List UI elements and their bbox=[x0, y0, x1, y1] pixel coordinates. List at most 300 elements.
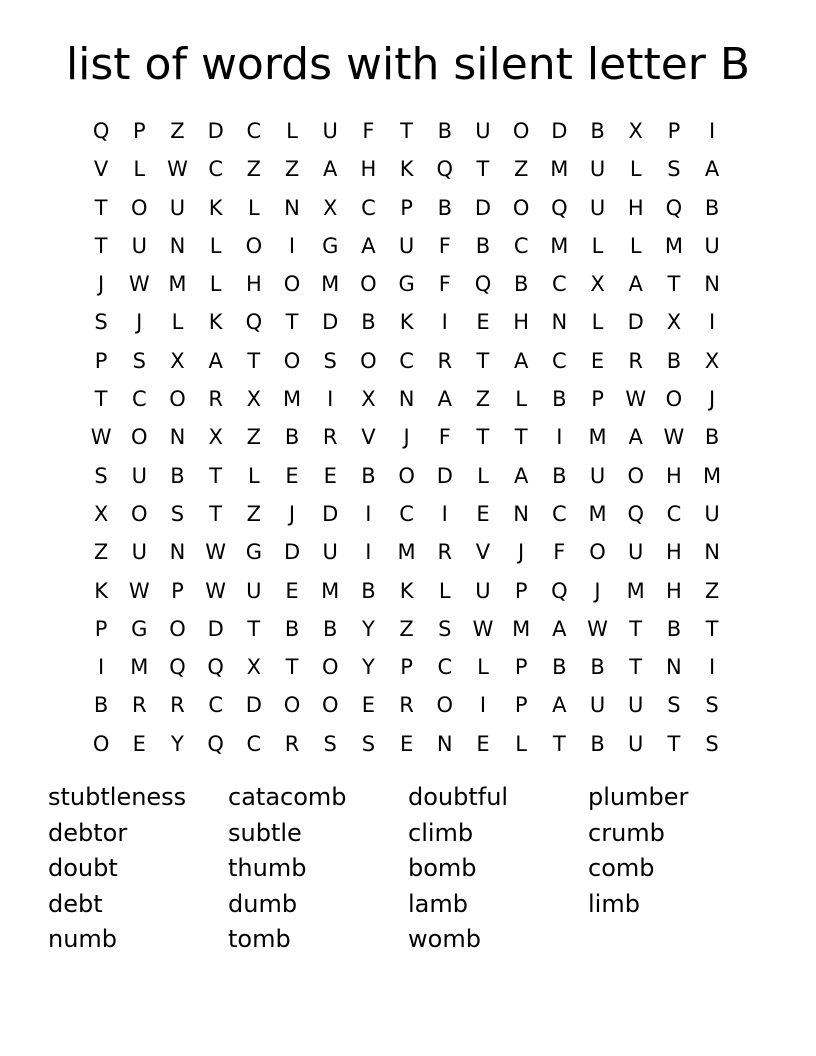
grid-letter: Z bbox=[513, 157, 529, 182]
grid-letter: I bbox=[441, 501, 448, 526]
grid-letter: Q bbox=[169, 655, 186, 680]
grid-letter: O bbox=[131, 501, 148, 526]
grid-letter: S bbox=[438, 616, 452, 641]
grid-letter: O bbox=[398, 463, 415, 488]
grid-letter: C bbox=[361, 195, 376, 220]
grid-letter: B bbox=[590, 119, 605, 143]
grid-letter: L bbox=[477, 463, 489, 488]
grid-letter: O bbox=[360, 348, 377, 373]
grid-letter: X bbox=[93, 501, 109, 526]
grid-letter: W bbox=[205, 578, 227, 603]
grid-letter: Q bbox=[551, 195, 568, 220]
grid-letter: D bbox=[474, 195, 492, 220]
grid-letter: X bbox=[704, 348, 720, 373]
grid-letter: P bbox=[171, 578, 184, 603]
word-list-item: doubtful bbox=[408, 783, 509, 811]
grid-letter: U bbox=[475, 578, 491, 603]
grid-letter: N bbox=[666, 655, 682, 680]
grid-letter: S bbox=[94, 310, 108, 335]
grid-letter: H bbox=[627, 195, 644, 220]
grid-letter: P bbox=[514, 655, 528, 680]
grid-letter: S bbox=[667, 693, 681, 718]
grid-letter: I bbox=[708, 655, 716, 680]
grid-letter: O bbox=[283, 693, 301, 718]
word-list-item: lamb bbox=[408, 889, 468, 918]
grid-letter: U bbox=[131, 463, 147, 488]
grid-letter: Q bbox=[245, 310, 263, 335]
grid-letter: W bbox=[205, 540, 227, 565]
grid-letter: S bbox=[94, 463, 108, 488]
grid-letter: B bbox=[666, 348, 682, 373]
grid-letter: E bbox=[361, 693, 376, 718]
grid-letter: J bbox=[288, 501, 296, 526]
grid-letter: B bbox=[284, 616, 300, 641]
grid-letter: U bbox=[628, 540, 644, 565]
grid-letter: B bbox=[170, 463, 185, 488]
word-list-item: stubtleness bbox=[48, 783, 187, 811]
grid-letter: O bbox=[321, 693, 339, 718]
grid-letter: O bbox=[169, 387, 186, 412]
grid-letter: U bbox=[589, 463, 606, 488]
grid-letter: W bbox=[663, 425, 685, 450]
grid-letter: H bbox=[245, 272, 262, 297]
grid-letter: X bbox=[246, 387, 262, 412]
grid-letter: O bbox=[512, 119, 530, 143]
grid-letter: H bbox=[666, 463, 682, 488]
grid-letter: V bbox=[93, 157, 109, 182]
grid-letter: A bbox=[323, 157, 338, 182]
grid-letter: T bbox=[247, 348, 261, 373]
grid-letter: E bbox=[323, 463, 337, 488]
grid-letter: P bbox=[667, 119, 681, 143]
grid-letter: M bbox=[130, 655, 149, 680]
grid-letter: R bbox=[437, 540, 453, 565]
grid-letter: X bbox=[323, 195, 338, 220]
grid-letter: X bbox=[628, 119, 643, 143]
grid-letter: A bbox=[704, 157, 720, 182]
grid-letter: P bbox=[400, 655, 413, 680]
grid-letter: T bbox=[285, 655, 299, 680]
grid-letter: S bbox=[705, 731, 719, 756]
grid-letter: B bbox=[361, 310, 376, 335]
grid-letter: Q bbox=[627, 501, 644, 526]
grid-letter: E bbox=[132, 731, 146, 756]
grid-letter: Y bbox=[361, 616, 375, 641]
grid-letter: Q bbox=[207, 731, 224, 756]
grid-letter: Z bbox=[93, 540, 109, 565]
grid-letter: K bbox=[399, 157, 414, 182]
grid-letter: D bbox=[245, 693, 262, 718]
grid-letter: B bbox=[437, 195, 452, 220]
puzzle-title: list of words with silent letter B bbox=[65, 39, 751, 90]
grid-letter: B bbox=[323, 616, 338, 641]
grid-letter: O bbox=[665, 387, 683, 412]
grid-letter: U bbox=[628, 731, 644, 756]
grid-letter: R bbox=[399, 693, 414, 718]
grid-letter: T bbox=[514, 425, 528, 450]
grid-letter: N bbox=[436, 731, 453, 756]
grid-letter: J bbox=[708, 387, 716, 412]
grid-letter: O bbox=[589, 540, 606, 565]
grid-letter: L bbox=[591, 233, 604, 258]
grid-letter: R bbox=[208, 387, 223, 412]
grid-letter: D bbox=[551, 119, 568, 143]
grid-letter: T bbox=[629, 655, 643, 680]
grid-letter: D bbox=[322, 501, 339, 526]
grid-letter: P bbox=[132, 119, 146, 143]
grid-letter: B bbox=[361, 463, 376, 488]
grid-letter: W bbox=[625, 387, 647, 412]
grid-letter: L bbox=[515, 731, 527, 756]
grid-letter: U bbox=[398, 233, 415, 258]
grid-letter: M bbox=[512, 616, 531, 641]
grid-letter: F bbox=[362, 119, 375, 143]
grid-letter: F bbox=[438, 233, 451, 258]
word-list-item: bomb bbox=[408, 854, 477, 883]
grid-letter: M bbox=[282, 387, 302, 412]
grid-letter: K bbox=[399, 578, 414, 603]
grid-letter: P bbox=[400, 195, 413, 220]
grid-letter: L bbox=[209, 272, 222, 297]
grid-letter: T bbox=[400, 119, 413, 143]
word-list-item: subtle bbox=[228, 818, 302, 847]
grid-letter: T bbox=[476, 425, 490, 450]
grid-letter: C bbox=[246, 119, 262, 143]
grid-letter: S bbox=[361, 731, 376, 756]
grid-letter: I bbox=[97, 655, 105, 680]
grid-letter: R bbox=[322, 425, 338, 450]
grid-letter: A bbox=[361, 233, 376, 258]
word-list-item: catacomb bbox=[228, 783, 347, 811]
grid-letter: A bbox=[552, 693, 567, 718]
grid-letter: A bbox=[437, 387, 452, 412]
grid-letter: T bbox=[476, 157, 490, 182]
grid-letter: U bbox=[475, 119, 491, 143]
grid-letter: T bbox=[476, 348, 490, 373]
grid-letter: J bbox=[594, 578, 601, 603]
grid-letter: K bbox=[94, 578, 108, 603]
grid-letter: D bbox=[207, 119, 224, 143]
grid-letter: O bbox=[627, 463, 644, 488]
grid-letter: B bbox=[590, 731, 605, 756]
grid-letter: D bbox=[283, 540, 301, 565]
grid-letter: B bbox=[552, 655, 567, 680]
grid-letter: S bbox=[705, 693, 719, 718]
grid-letter: P bbox=[591, 387, 604, 412]
grid-letter: M bbox=[626, 578, 645, 603]
grid-letter: U bbox=[628, 693, 644, 718]
grid-letter: O bbox=[512, 195, 530, 220]
grid-letter: L bbox=[209, 233, 222, 258]
grid-letter: B bbox=[704, 425, 720, 450]
word-list bbox=[48, 780, 768, 958]
grid-letter: W bbox=[128, 578, 150, 603]
grid-letter: M bbox=[588, 425, 607, 450]
grid-letter: M bbox=[703, 463, 722, 488]
grid-letter: E bbox=[476, 501, 490, 526]
grid-letter: S bbox=[323, 348, 337, 373]
grid-letter: X bbox=[590, 272, 605, 297]
grid-letter: A bbox=[628, 425, 643, 450]
grid-letter: X bbox=[666, 310, 682, 335]
grid-letter: E bbox=[285, 578, 299, 603]
grid-letter: A bbox=[628, 272, 643, 297]
grid-letter: A bbox=[552, 616, 567, 641]
grid-letter: I bbox=[708, 119, 716, 143]
grid-letter: O bbox=[131, 195, 148, 220]
grid-letter: O bbox=[283, 348, 301, 373]
word-list-item: comb bbox=[588, 854, 655, 883]
grid-letter: E bbox=[285, 463, 299, 488]
grid-letter: V bbox=[361, 425, 376, 450]
grid-letter: P bbox=[94, 616, 108, 641]
grid-letter: I bbox=[441, 310, 448, 335]
grid-letter: N bbox=[398, 387, 415, 412]
grid-letter: X bbox=[361, 387, 376, 412]
grid-letter: L bbox=[247, 195, 260, 220]
grid-letter: C bbox=[399, 348, 414, 373]
grid-letter: E bbox=[590, 348, 605, 373]
grid-letter: H bbox=[666, 578, 682, 603]
grid-letter: L bbox=[133, 157, 146, 182]
grid-letter: N bbox=[513, 501, 530, 526]
grid-letter: R bbox=[170, 693, 185, 718]
grid-letter: W bbox=[128, 272, 150, 297]
grid-letter: J bbox=[518, 540, 525, 565]
grid-letter: O bbox=[321, 655, 339, 680]
word-list-item: debtor bbox=[48, 818, 128, 847]
word-list-item: dumb bbox=[228, 889, 298, 918]
grid-letter: Z bbox=[170, 119, 185, 143]
word-list-item: limb bbox=[588, 889, 640, 918]
grid-letter: C bbox=[246, 731, 262, 756]
grid-letter: O bbox=[436, 693, 454, 718]
grid-letter: B bbox=[437, 119, 452, 143]
grid-letter: P bbox=[514, 578, 528, 603]
grid-letter: G bbox=[245, 540, 262, 565]
grid-letter: R bbox=[131, 693, 147, 718]
grid-letter: Z bbox=[246, 501, 262, 526]
grid-letter: N bbox=[704, 272, 720, 297]
grid-letter: C bbox=[208, 693, 223, 718]
grid-letter: A bbox=[513, 348, 529, 373]
word-list-item: crumb bbox=[588, 818, 665, 847]
grid-letter: W bbox=[587, 616, 608, 641]
grid-letter: S bbox=[132, 348, 146, 373]
grid-letter: G bbox=[131, 616, 148, 641]
grid-letter: L bbox=[591, 310, 604, 335]
grid-letter: Q bbox=[665, 195, 683, 220]
grid-letter: C bbox=[208, 157, 223, 182]
grid-letter: N bbox=[551, 310, 568, 335]
grid-letter: P bbox=[514, 693, 528, 718]
grid-letter: L bbox=[286, 119, 298, 143]
grid-letter: L bbox=[629, 157, 642, 182]
grid-letter: R bbox=[437, 348, 453, 373]
grid-letter: M bbox=[664, 233, 683, 258]
grid-letter: M bbox=[168, 272, 187, 297]
grid-letter: B bbox=[361, 578, 376, 603]
grid-letter: R bbox=[284, 731, 300, 756]
grid-letter: O bbox=[245, 233, 263, 258]
grid-letter: O bbox=[169, 616, 186, 641]
grid-letter: M bbox=[321, 272, 340, 297]
grid-letter: X bbox=[170, 348, 185, 373]
grid-letter: Z bbox=[246, 425, 262, 450]
grid-letter: Q bbox=[92, 119, 110, 143]
grid-letter: L bbox=[515, 387, 527, 412]
grid-letter: Z bbox=[284, 157, 300, 182]
grid-letter: C bbox=[131, 387, 147, 412]
grid-letter: I bbox=[288, 233, 296, 258]
grid-letter: C bbox=[552, 348, 567, 373]
grid-letter: H bbox=[513, 310, 530, 335]
grid-letter: E bbox=[476, 731, 490, 756]
grid-letter: H bbox=[666, 540, 682, 565]
grid-letter: N bbox=[284, 195, 300, 220]
grid-letter: J bbox=[97, 272, 105, 297]
grid-letter: U bbox=[322, 119, 338, 143]
grid-letter: I bbox=[556, 425, 563, 450]
grid-letter: I bbox=[365, 540, 372, 565]
grid-letter: C bbox=[513, 233, 529, 258]
grid-letter: N bbox=[169, 425, 186, 450]
grid-letter: N bbox=[169, 540, 186, 565]
grid-letter: B bbox=[666, 616, 682, 641]
grid-letter: L bbox=[247, 463, 260, 488]
grid-letter: T bbox=[667, 272, 681, 297]
grid-letter: J bbox=[136, 310, 143, 335]
grid-letter: S bbox=[170, 501, 185, 526]
grid-letter: B bbox=[284, 425, 300, 450]
grid-letter: X bbox=[246, 655, 262, 680]
grid-letter: I bbox=[479, 693, 487, 718]
grid-letter: M bbox=[588, 501, 607, 526]
grid-letter: M bbox=[397, 540, 416, 565]
grid-letter: B bbox=[590, 655, 605, 680]
grid-letter: Z bbox=[704, 578, 720, 603]
grid-letter: I bbox=[327, 387, 334, 412]
grid-letter: Z bbox=[246, 157, 262, 182]
word-list-item: debt bbox=[48, 889, 103, 918]
grid-letter: L bbox=[171, 310, 184, 335]
grid-letter: E bbox=[399, 731, 414, 756]
word-list-item: tomb bbox=[228, 925, 291, 954]
grid-letter: T bbox=[94, 233, 108, 258]
grid-letter: D bbox=[627, 310, 644, 335]
grid-letter: Q bbox=[474, 272, 492, 297]
grid-letter: C bbox=[552, 501, 567, 526]
grid-letter: C bbox=[399, 501, 414, 526]
grid-letter: Z bbox=[475, 387, 491, 412]
grid-letter: D bbox=[322, 310, 339, 335]
word-list-item: plumber bbox=[588, 783, 689, 811]
grid-letter: T bbox=[94, 195, 108, 220]
grid-letter: T bbox=[552, 731, 566, 756]
grid-letter: D bbox=[207, 616, 224, 641]
grid-letter: V bbox=[475, 540, 491, 565]
grid-letter: C bbox=[552, 272, 567, 297]
grid-letter: N bbox=[169, 233, 186, 258]
grid-letter: B bbox=[704, 195, 720, 220]
grid-letter: L bbox=[477, 655, 489, 680]
grid-letter: Y bbox=[171, 731, 184, 756]
grid-letter: I bbox=[365, 501, 372, 526]
grid-letter: F bbox=[438, 425, 451, 450]
grid-letter: D bbox=[436, 463, 453, 488]
grid-letter: T bbox=[209, 501, 223, 526]
grid-letter: B bbox=[552, 463, 567, 488]
grid-letter: K bbox=[399, 310, 414, 335]
grid-letter: P bbox=[94, 348, 108, 373]
grid-letter: M bbox=[550, 233, 569, 258]
grid-letter: U bbox=[704, 501, 720, 526]
grid-letter: A bbox=[208, 348, 223, 373]
grid-letter: Z bbox=[399, 616, 414, 641]
grid-letter: T bbox=[94, 387, 108, 412]
grid-letter: B bbox=[93, 693, 109, 718]
grid-letter: H bbox=[360, 157, 377, 182]
grid-letter: B bbox=[513, 272, 529, 297]
grid-letter: L bbox=[438, 578, 451, 603]
grid-letter: U bbox=[589, 195, 606, 220]
grid-letter: M bbox=[550, 157, 569, 182]
grid-letter: B bbox=[475, 233, 491, 258]
word-list-item: numb bbox=[48, 925, 118, 954]
letter-grid bbox=[82, 112, 731, 763]
grid-letter: T bbox=[247, 616, 261, 641]
grid-letter: T bbox=[705, 616, 719, 641]
grid-letter: U bbox=[131, 540, 147, 565]
grid-letter: U bbox=[169, 195, 186, 220]
grid-letter: U bbox=[704, 233, 720, 258]
grid-letter: K bbox=[208, 195, 223, 220]
grid-letter: N bbox=[704, 540, 720, 565]
grid-letter: Q bbox=[551, 578, 568, 603]
grid-letter: M bbox=[321, 578, 340, 603]
grid-letter: U bbox=[246, 578, 262, 603]
grid-letter: U bbox=[589, 157, 606, 182]
grid-letter: X bbox=[208, 425, 223, 450]
grid-letter: T bbox=[209, 463, 223, 488]
grid-letter: G bbox=[398, 272, 415, 297]
grid-letter: F bbox=[553, 540, 566, 565]
grid-letter: K bbox=[208, 310, 223, 335]
grid-letter: Y bbox=[361, 655, 375, 680]
grid-letter: U bbox=[131, 233, 147, 258]
grid-letter: U bbox=[322, 540, 338, 565]
grid-letter: O bbox=[131, 425, 148, 450]
grid-letter: O bbox=[283, 272, 301, 297]
word-list-item: doubt bbox=[48, 854, 118, 883]
word-list-item: thumb bbox=[228, 854, 307, 883]
grid-letter: J bbox=[403, 425, 410, 450]
word-list-item: womb bbox=[408, 925, 481, 954]
grid-letter: T bbox=[629, 616, 643, 641]
grid-letter: A bbox=[513, 463, 529, 488]
grid-letter: F bbox=[438, 272, 451, 297]
grid-letter: S bbox=[323, 731, 337, 756]
grid-letter: O bbox=[360, 272, 377, 297]
grid-letter: E bbox=[476, 310, 490, 335]
grid-letter: I bbox=[708, 310, 716, 335]
grid-letter: T bbox=[285, 310, 299, 335]
grid-letter: C bbox=[437, 655, 453, 680]
grid-letter: W bbox=[90, 425, 112, 450]
grid-letter: Q bbox=[436, 157, 454, 182]
grid-letter: S bbox=[667, 157, 681, 182]
grid-letter: W bbox=[167, 157, 188, 182]
